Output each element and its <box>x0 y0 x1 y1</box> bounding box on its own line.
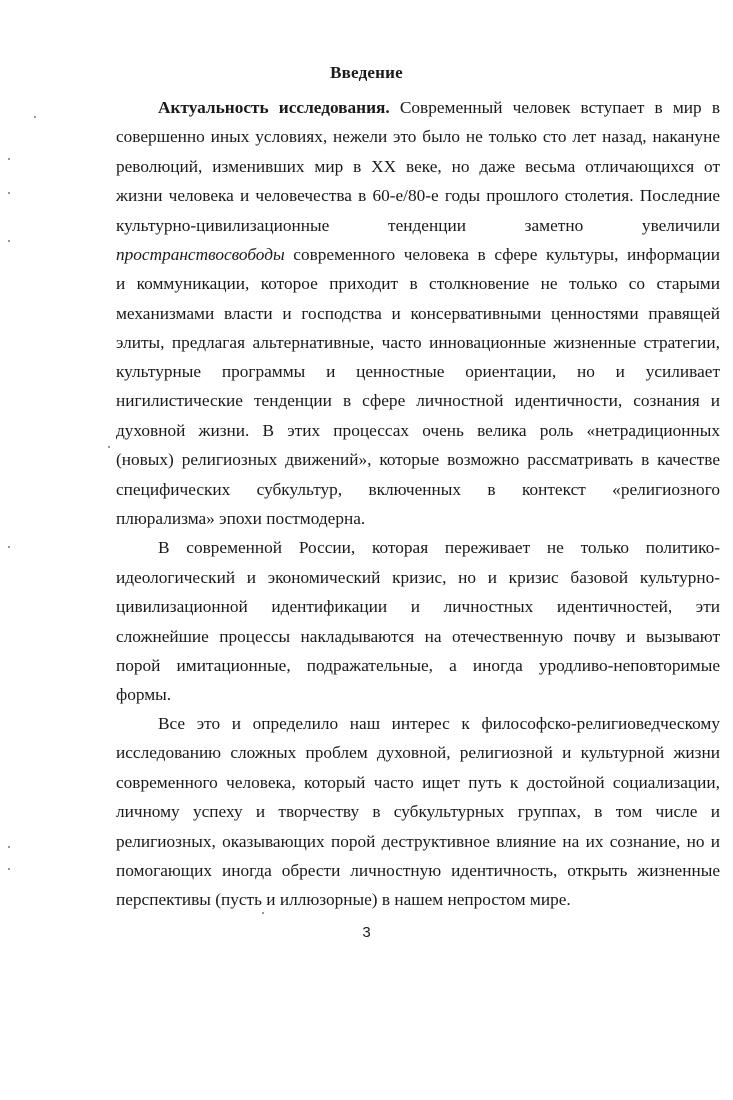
paragraph2-line-5: порой имитационные, подражательные, а иногда уродливо-неповторимые <box>116 656 720 675</box>
paragraph1-line-8: механизмами власти и господства и консервативными ценностями правящей <box>116 304 720 323</box>
scan-speck <box>8 158 10 160</box>
italic-phrase: пространствосвободы <box>116 245 285 264</box>
paragraph2-line-2: идеологический и экономический кризис, но и кризис базовой культурно- <box>116 568 720 587</box>
paragraph2-line-3: цивилизационной идентификации и личностных идентичностей, эти <box>116 597 720 616</box>
paragraph1-line-10: культурные программы и ценностные ориентации, но и усиливает <box>116 362 720 381</box>
paragraph1-line-15: плюрализма» эпохи постмодерна. <box>116 509 366 528</box>
paragraph1-line-5 <box>116 216 720 236</box>
paragraph1-line-4: жизни человека и человечества в 60-е/80-е годы прошлого столетия. Последние <box>116 186 720 205</box>
scan-speck <box>8 846 10 848</box>
paragraph1-line-2: совершенно иных условиях, нежели это было не только сто лет назад, накануне <box>116 127 720 146</box>
paragraph2-line-6: формы. <box>116 685 172 704</box>
paragraph1-line-12: духовной жизни. В этих процессах очень велика роль «нетрадиционных <box>116 421 720 440</box>
paragraph1-line-6-text: современного человека в сфере культуры, информации <box>293 245 720 264</box>
paragraph3-line-6: помогающих иногда обрести личностную идентичность, открыть жизненные <box>116 861 720 880</box>
scan-speck <box>34 116 36 118</box>
paragraph1-line-1 <box>158 98 720 118</box>
paragraph3-line-1: Все это и определило наш интерес к философско-религиоведческому <box>158 714 720 733</box>
paragraph2-line-4: сложнейшие процессы накладываются на отечественную почву и вызывают <box>116 627 720 646</box>
paragraph1-line-1-text: Современный человек вступает в мир в <box>399 98 720 117</box>
paragraph2-line-1: В современной России, которая переживает не только политико- <box>158 538 720 557</box>
paragraph1-line-5-text: культурно-цивилизационные тенденции заметно увеличили <box>116 216 720 235</box>
scan-speck <box>8 546 10 548</box>
scan-speck <box>8 868 10 870</box>
paragraph3-line-2: исследованию сложных проблем духовной, религиозной и культурной жизни <box>116 743 720 762</box>
paragraph1-line-11: нигилистические тенденции в сфере личностной идентичности, сознания и <box>116 391 720 410</box>
scan-speck <box>262 912 264 914</box>
scan-speck <box>8 240 10 242</box>
paragraph3-line-4: личному успеху и творчеству в субкультурных группах, в том числе и <box>116 802 720 821</box>
paragraph1-line-7: и коммуникации, которое приходит в столкновение не только со старыми <box>116 274 720 293</box>
page-number: 3 <box>362 924 371 941</box>
paragraph3-line-7: перспективы (пусть и иллюзорные) в нашем непростом мире. <box>116 890 571 909</box>
scan-speck <box>8 192 10 194</box>
section-heading: Введение <box>330 63 403 82</box>
scan-speck <box>108 446 110 448</box>
paragraph1-line-3: революций, изменивших мир в XX веке, но даже весьма отличающихся от <box>116 157 720 176</box>
paragraph1-line-6 <box>116 245 720 265</box>
lead-bold-text: Актуальность исследования. <box>158 98 390 117</box>
paragraph3-line-3: современного человека, который часто ищет путь к достойной социализации, <box>116 773 720 792</box>
paragraph3-line-5: религиозных, оказывающих порой деструктивное влияние на их сознание, но и <box>116 832 720 851</box>
paragraph1-line-13: (новых) религиозных движений», которые возможно рассматривать в качестве <box>116 450 720 469</box>
paragraph1-line-9: элиты, предлагая альтернативные, часто инновационные жизненные стратегии, <box>116 333 720 352</box>
paragraph1-line-14: специфических субкультур, включенных в контекст «религиозного <box>116 480 720 499</box>
